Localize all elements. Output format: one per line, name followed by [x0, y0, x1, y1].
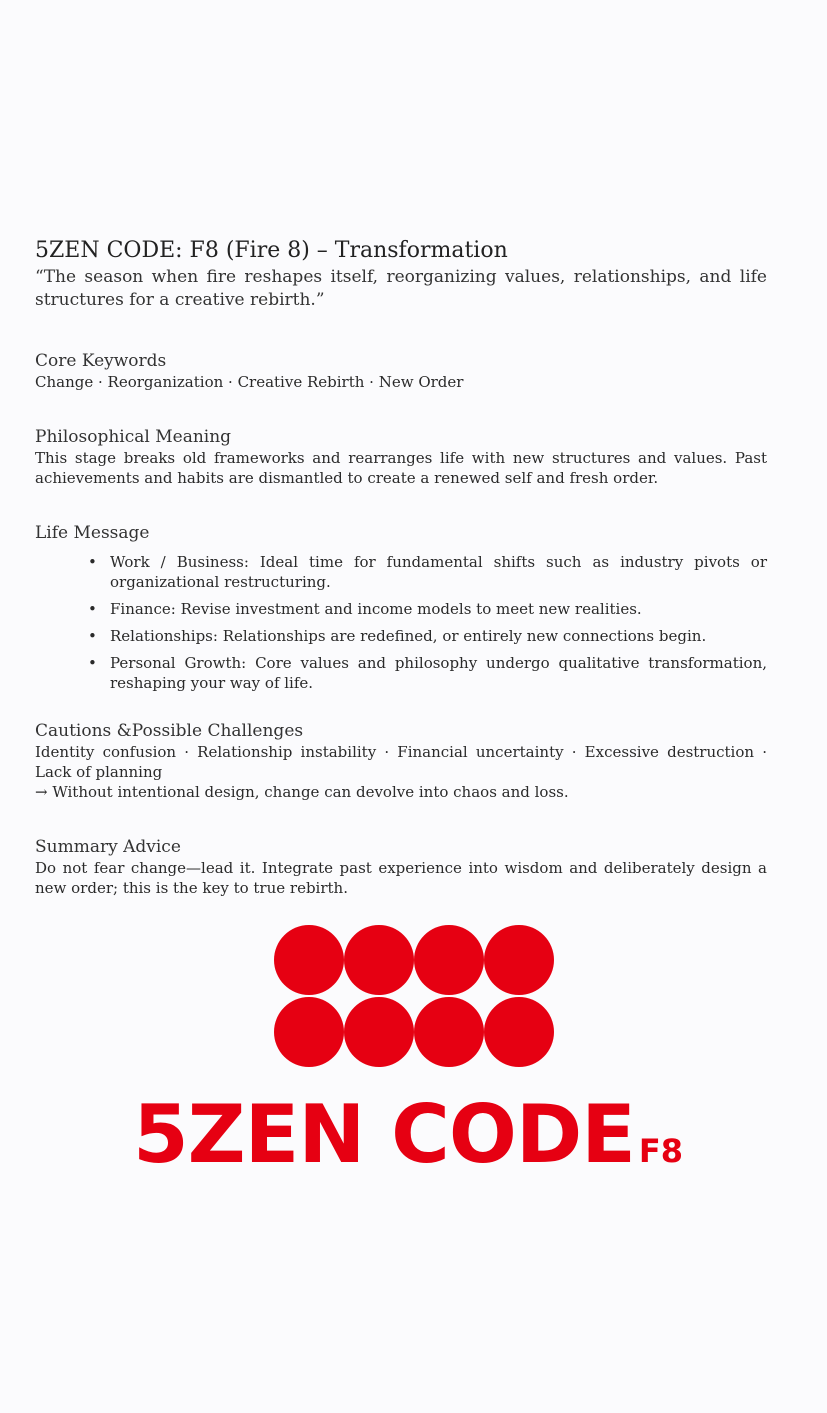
bullet-icon: • — [88, 654, 97, 672]
logo-dot-icon — [344, 925, 414, 995]
list-item-text: Work / Business: Ideal time for fundamental shifts such as industry pivots or organizational restructuring. — [110, 553, 767, 591]
logo-dot-grid — [274, 925, 556, 1069]
summary-advice-text: Do not fear change—lead it. Integrate past experience into wisdom and deliberately design a new order; this is the key to true rebirth. — [35, 859, 767, 897]
list-item-text: Relationships: Relationships are redefined, or entirely new connections begin. — [110, 627, 707, 645]
cautions-text: Identity confusion · Relationship instability · Financial uncertainty · Excessive destruction · Lack of planning — [35, 743, 767, 781]
tagline-quote: “The season when fire reshapes itself, reorganizing values, relationships, and life structures for a creative rebirth.” — [35, 267, 767, 310]
logo-code-suffix: F8 — [638, 1132, 684, 1170]
page-title: 5ZEN CODE: F8 (Fire 8) – Transformation — [35, 238, 508, 263]
cautions-note: → Without intentional design, change can devolve into chaos and loss. — [35, 783, 569, 801]
logo-dot-icon — [274, 925, 344, 995]
logo-dot-icon — [274, 997, 344, 1067]
life-message-section — [35, 522, 767, 693]
logo-dot-icon — [344, 997, 414, 1067]
life-message-heading: Life Message — [35, 523, 150, 543]
core-keywords-text: Change · Reorganization · Creative Rebirth · New Order — [35, 373, 464, 391]
logo-wordmark — [133, 1090, 683, 1196]
philosophical-meaning-heading: Philosophical Meaning — [35, 427, 232, 447]
cautions-section — [35, 720, 767, 802]
bullet-icon: • — [88, 553, 97, 571]
list-item-text: Personal Growth: Core values and philosophy undergo qualitative transformation, reshaping your way of life. — [110, 654, 767, 692]
summary-advice-section — [35, 836, 767, 898]
list-item — [88, 552, 767, 592]
list-item — [88, 626, 767, 646]
bullet-icon: • — [88, 627, 97, 645]
core-keywords-section — [35, 350, 767, 392]
logo-dot-icon — [414, 997, 484, 1067]
brand-logo — [0, 920, 827, 1180]
document-content — [35, 236, 767, 898]
logo-dot-icon — [414, 925, 484, 995]
bullet-icon: • — [88, 600, 97, 618]
list-item — [88, 599, 767, 619]
logo-dot-icon — [484, 997, 554, 1067]
philosophical-meaning-section — [35, 426, 767, 488]
logo-wordmark-text: 5ZEN CODE — [133, 1088, 635, 1181]
cautions-heading: Cautions &Possible Challenges — [35, 721, 304, 741]
philosophical-meaning-text: This stage breaks old frameworks and rearranges life with new structures and values. Past achievements and habits are dismantled to create a renewed self and fresh order. — [35, 449, 767, 487]
list-item — [88, 653, 767, 693]
list-item-text: Finance: Revise investment and income models to meet new realities. — [110, 600, 642, 618]
summary-advice-heading: Summary Advice — [35, 837, 181, 857]
core-keywords-heading: Core Keywords — [35, 351, 167, 371]
life-message-list — [35, 552, 767, 693]
logo-dot-icon — [484, 925, 554, 995]
